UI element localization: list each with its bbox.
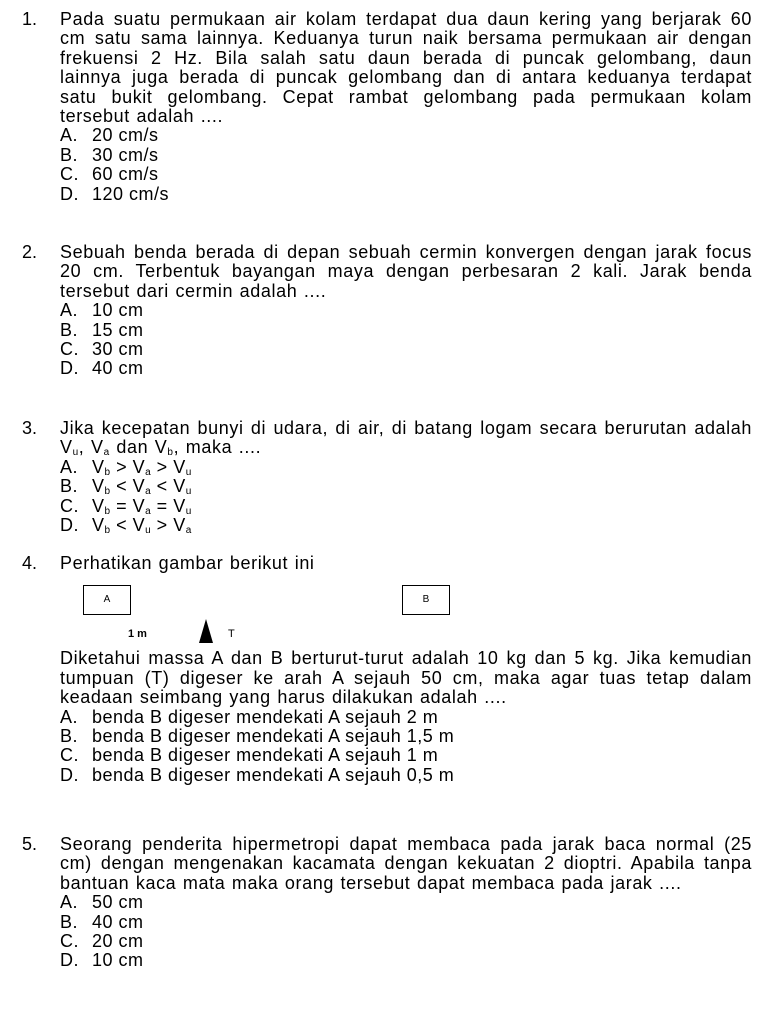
option-d[interactable]: D. 10 cm bbox=[60, 950, 144, 971]
question-number: 5. bbox=[22, 834, 38, 854]
option-list bbox=[60, 458, 752, 536]
option-c[interactable]: C. 30 cm bbox=[60, 339, 144, 360]
option-c[interactable]: C. 20 cm bbox=[60, 931, 144, 952]
question-text: Seorang penderita hipermetropi dapat membaca pada jarak baca normal (25 cm) dengan mengenakan kacamata dengan kekuatan 2 dioptri. Apabila tanpa bantuan kaca mata maka orang tersebut dapat membaca pada jarak .... bbox=[60, 834, 752, 893]
option-a[interactable]: A. benda B digeser mendekati A sejauh 2 m bbox=[60, 706, 439, 727]
question-text: Diketahui massa A dan B berturut-turut adalah 10 kg dan 5 kg. Jika kemudian tumpuan (T) digeser ke arah A sejauh 50 cm, maka agar tuas tetap dalam keadaan seimbang yang harus dilakukan adalah .... bbox=[60, 648, 752, 708]
option-b[interactable]: B. 30 cm/s bbox=[60, 144, 159, 165]
question-5 bbox=[22, 835, 752, 971]
option-c[interactable]: C. benda B digeser mendekati A sejauh 1 m bbox=[60, 745, 439, 766]
option-b[interactable]: B. 15 cm bbox=[60, 319, 144, 340]
box-b: B bbox=[402, 585, 450, 615]
option-d[interactable]: D. benda B digeser mendekati A sejauh 0,5 m bbox=[60, 764, 455, 785]
question-3 bbox=[22, 419, 752, 535]
option-a[interactable]: A. $V_b > V_a > V_u$ bbox=[60, 456, 192, 478]
question-text: Pada suatu permukaan air kolam terdapat dua daun kering yang berjarak 60 cm satu sama lainnya. Keduanya turun naik bersama permukaan air dengan frekuensi 2 Hz. Bila salah satu daun berada di puncak gelombang, daun lainnya juga berada di puncak gelombang dan di antara keduanya terdapat satu bukit gelombang. Cepat rambat gelombang pada permukaan kolam tersebut adalah .... bbox=[60, 9, 752, 127]
distance-label: 1 m bbox=[128, 628, 147, 641]
question-intro: Perhatikan gambar berikut ini bbox=[60, 553, 315, 573]
question-1 bbox=[22, 10, 752, 204]
option-d[interactable]: D. 40 cm bbox=[60, 358, 144, 379]
option-b[interactable]: B. benda B digeser mendekati A sejauh 1,5 m bbox=[60, 726, 455, 747]
option-list bbox=[60, 893, 752, 971]
option-a[interactable]: A. 10 cm bbox=[60, 300, 144, 321]
lever-diagram bbox=[60, 573, 752, 649]
option-c[interactable]: C. $V_b = V_a = V_u$ bbox=[60, 495, 192, 517]
question-number: 4. bbox=[22, 553, 38, 573]
option-b[interactable]: B. 40 cm bbox=[60, 911, 144, 932]
question-4 bbox=[22, 554, 752, 785]
option-a[interactable]: A. 50 cm bbox=[60, 892, 144, 913]
option-list bbox=[60, 301, 752, 379]
question-text: Jika kecepatan bunyi di udara, di air, di batang logam secara berurutan adalah $V_u$, $V_a$ dan $V_b$, maka .... bbox=[60, 418, 752, 459]
box-a: A bbox=[83, 585, 131, 615]
question-text: Sebuah benda berada di depan sebuah cermin konvergen dengan jarak focus 20 cm. Terbentuk bayangan maya dengan perbesaran 2 kali. Jarak benda tersebut dari cermin adalah .... bbox=[60, 242, 752, 301]
option-list bbox=[60, 126, 752, 204]
question-number: 2. bbox=[22, 242, 38, 262]
question-number: 1. bbox=[22, 9, 38, 29]
fulcrum-icon bbox=[199, 619, 213, 643]
option-b[interactable]: B. $V_b < V_a < V_u$ bbox=[60, 476, 192, 498]
fulcrum-label: T bbox=[228, 628, 235, 641]
option-a[interactable]: A. 20 cm/s bbox=[60, 125, 159, 146]
question-number: 3. bbox=[22, 418, 38, 438]
question-2 bbox=[22, 243, 752, 379]
option-list bbox=[60, 708, 752, 786]
option-c[interactable]: C. 60 cm/s bbox=[60, 164, 159, 185]
option-d[interactable]: D. $V_b < V_u > V_a$ bbox=[60, 515, 192, 537]
option-d[interactable]: D. 120 cm/s bbox=[60, 183, 170, 204]
